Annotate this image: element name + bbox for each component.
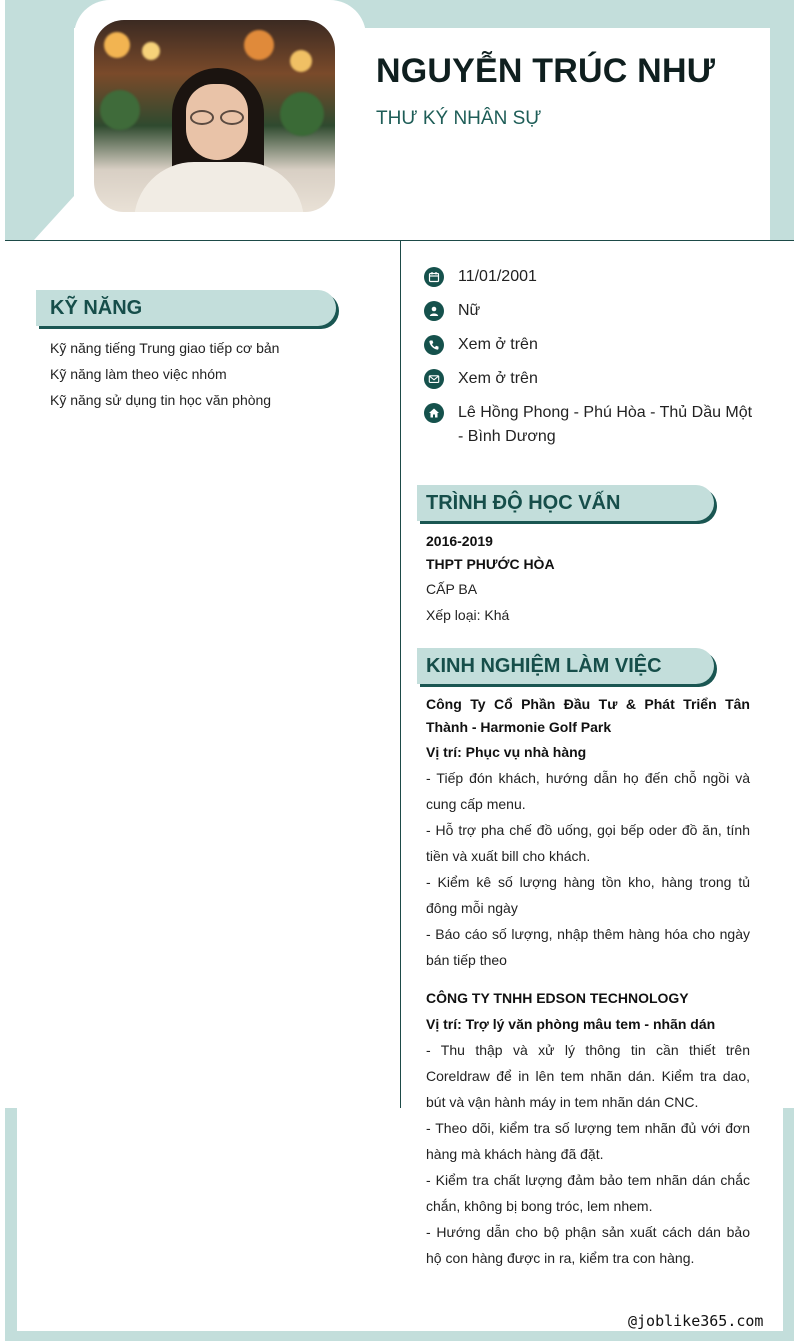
phone-value: Xem ở trên [458, 336, 538, 353]
mail-icon [424, 369, 444, 389]
education-heading: TRÌNH ĐỘ HỌC VẤN [417, 485, 714, 521]
job-duty: - Kiểm tra chất lượng đảm bảo tem nhãn dán chắc chắn, không bị bong tróc, lem nhem. [426, 1172, 750, 1214]
job-title: THƯ KÝ NHÂN SỰ [376, 108, 542, 129]
education-rank: Xếp loại: Khá [426, 607, 510, 623]
job-company: CÔNG TY TNHH EDSON TECHNOLOGY [426, 990, 689, 1006]
job-duty: - Báo cáo số lượng, nhập thêm hàng hóa cho ngày bán tiếp theo [426, 926, 750, 968]
job-entry [426, 985, 750, 1271]
job-position: Vị trí: Trợ lý văn phòng mâu tem - nhãn dán [426, 1016, 716, 1032]
job-duty: - Hỗ trợ pha chế đồ uống, gọi bếp oder đồ ăn, tính tiền và xuất bill cho khách. [426, 822, 750, 864]
candidate-name: NGUYỄN TRÚC NHƯ [376, 52, 716, 90]
skill-item: Kỹ năng làm theo việc nhóm [50, 366, 227, 382]
contact-email [424, 367, 759, 391]
job-duty: - Tiếp đón khách, hướng dẫn họ đến chỗ ngồi và cung cấp menu. [426, 770, 750, 812]
skill-item: Kỹ năng tiếng Trung giao tiếp cơ bản [50, 340, 280, 356]
birthday-value: 11/01/2001 [458, 268, 537, 285]
job-duty: - Hướng dẫn cho bộ phận sản xuất cách dán bảo hộ con hàng được in ra, kiểm tra con hàng. [426, 1224, 750, 1266]
home-icon [424, 403, 444, 423]
job-duty: - Thu thập và xử lý thông tin cần thiết trên Coreldraw để in lên tem nhãn dán. Kiểm tra dao, bút và vận hành máy in tem nhãn dán CNC. [426, 1042, 750, 1110]
education-section [426, 530, 756, 628]
job-company: Công Ty Cổ Phần Đầu Tư & Phát Triển Tân Thành - Harmonie Golf Park [426, 696, 750, 735]
contact-address [424, 401, 759, 449]
skill-item: Kỹ năng sử dụng tin học văn phòng [50, 392, 272, 408]
contact-gender [424, 299, 759, 323]
user-icon [424, 301, 444, 321]
experience-section [426, 693, 750, 1271]
gender-value: Nữ [458, 302, 481, 319]
skills-heading: KỸ NĂNG [36, 290, 336, 326]
email-value: Xem ở trên [458, 370, 538, 387]
job-duty: - Theo dõi, kiểm tra số lượng tem nhãn đủ với đơn hàng mà khách hàng đã đặt. [426, 1120, 750, 1162]
contact-birthday [424, 265, 759, 289]
job-duty: - Kiểm kê số lượng hàng tồn kho, hàng trong tủ đông mỗi ngày [426, 874, 750, 916]
job-entry [426, 693, 750, 973]
education-level: CẤP BA [426, 581, 478, 597]
education-school: THPT PHƯỚC HÒA [426, 556, 555, 572]
watermark: @joblike365.com [628, 1312, 764, 1330]
calendar-icon [424, 267, 444, 287]
skills-list [50, 338, 279, 416]
job-position: Vị trí: Phục vụ nhà hàng [426, 744, 587, 760]
phone-icon [424, 335, 444, 355]
experience-heading: KINH NGHIỆM LÀM VIỆC [417, 648, 714, 684]
corner-decoration [34, 196, 74, 240]
education-period: 2016-2019 [426, 533, 493, 549]
contact-info [424, 265, 759, 459]
address-value: Lê Hồng Phong - Phú Hòa - Thủ Dầu Một - Bình Dương [458, 404, 753, 445]
contact-phone [424, 333, 759, 357]
profile-photo [94, 20, 335, 212]
